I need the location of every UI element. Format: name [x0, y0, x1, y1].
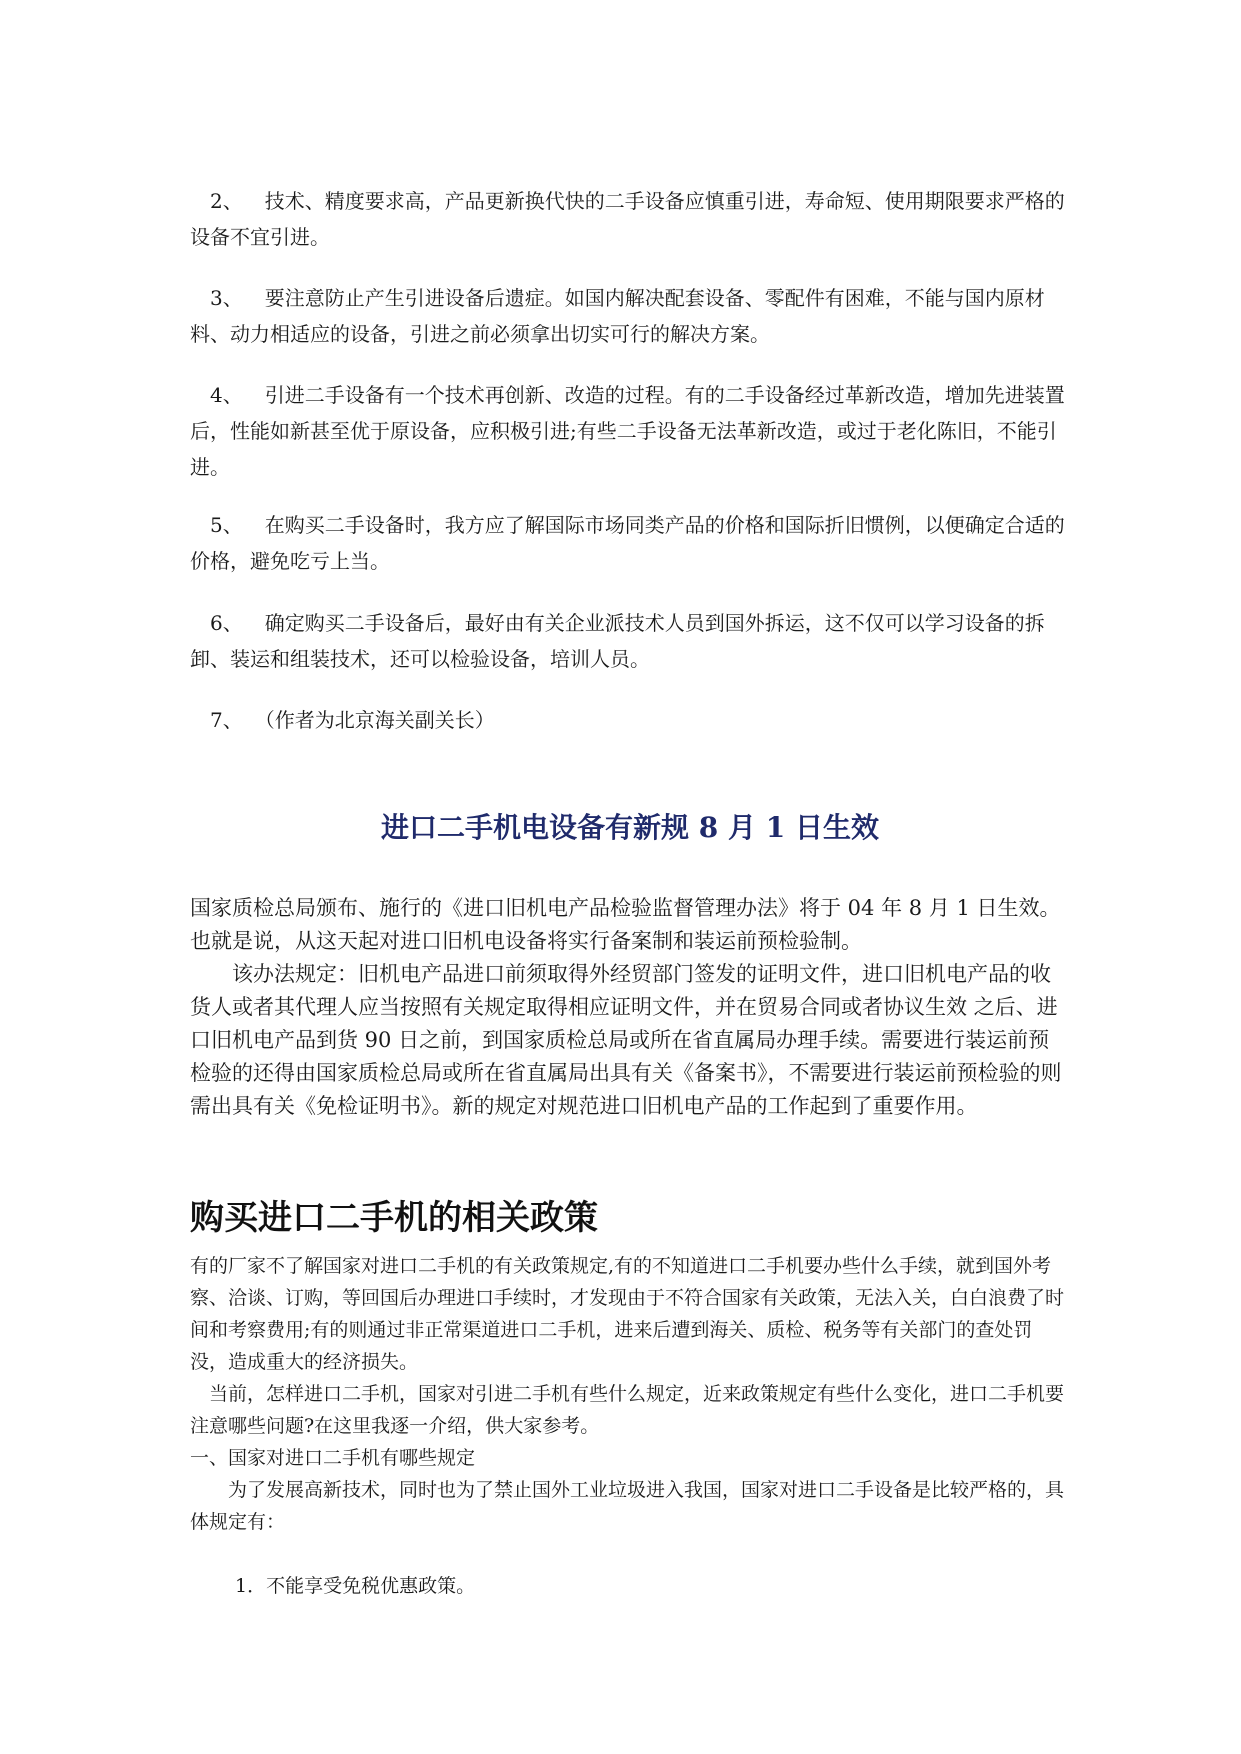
section-title: 进口二手机电设备有新规 8 月 1 日生效 [381, 811, 879, 844]
paragraph: 为了发展高新技术，同时也为了禁止国外工业垃圾进入我国，国家对进口二手设备是比较严格的，具体规定有： [190, 1479, 1065, 1533]
item-text: （作者为北京海关副关长） [264, 708, 495, 732]
list-item [190, 280, 1070, 352]
item-number: 4、 [210, 383, 243, 407]
list-item [190, 702, 1070, 738]
paragraph: 有的厂家不了解国家对进口二手机的有关政策规定,有的不知道进口二手机要办些什么手续，就到国外考察、洽谈、订购，等回国后办理进口手续时，才发现由于不符合国家有关政策，无法入关，白白浪费了时间和考察费用;有的则通过非正常渠道进口二手机，进来后遭到海关、质检、税务等有关部门的查处罚没，造成重大的经济损失。 [190, 1255, 1065, 1373]
item-text: 技术、精度要求高，产品更新换代快的二手设备应慎重引进，寿命短、使用期限要求严格的设备不宜引进。 [190, 189, 1065, 249]
paragraph: 国家质检总局颁布、施行的《进口旧机电产品检验监督管理办法》将于 04 年 8 月 1 日生效。也就是说，从这天起对进口旧机电设备将实行备案制和装运前预检验制。 [190, 896, 1061, 953]
list-item [190, 507, 1070, 579]
item-number: 5、 [210, 513, 243, 537]
item-text: 在购买二手设备时，我方应了解国际市场同类产品的价格和国际折旧惯例，以便确定合适的价格，避免吃亏上当。 [190, 513, 1065, 573]
item-number: 2、 [210, 189, 243, 213]
item-number: 7、 [210, 708, 243, 732]
item-number: 6、 [210, 611, 243, 635]
item-text: 确定购买二手设备后，最好由有关企业派技术人员到国外拆运，这不仅可以学习设备的拆卸、装运和组装技术，还可以检验设备，培训人员。 [190, 611, 1045, 671]
list-item: 1．不能享受免税优惠政策。 [235, 1575, 476, 1597]
paragraph: 该办法规定：旧机电产品进口前须取得外经贸部门签发的证明文件，进口旧机电产品的收货人或者其代理人应当按照有关规定取得相应证明文件，并在贸易合同或者协议生效 之后、进口旧机电产品到货 90 日之前，到国家质检总局或所在省直属局办理手续。需要进行装运前预检验的还得由国家质检总局或所在省直属局出具有关《备案书》，不需要进行装运前预检验的则需出具有关《免检证明书》。新的规定对规范进口旧机电产品的工作起到了重要作用。 [190, 962, 1062, 1118]
list-item [190, 605, 1070, 677]
subheading: 一、国家对进口二手机有哪些规定 [190, 1447, 476, 1469]
list-item [190, 377, 1070, 485]
list-item [190, 183, 1070, 255]
item-text: 要注意防止产生引进设备后遗症。如国内解决配套设备、零配件有困难，不能与国内原材料、动力相适应的设备，引进之前必须拿出切实可行的解决方案。 [190, 286, 1045, 346]
item-text: 引进二手设备有一个技术再创新、改造的过程。有的二手设备经过革新改造，增加先进装置后，性能如新甚至优于原设备，应积极引进;有些二手设备无法革新改造，或过于老化陈旧，不能引进。 [190, 383, 1065, 479]
paragraph: 当前，怎样进口二手机，国家对引进二手机有些什么规定，近来政策规定有些什么变化，进口二手机要注意哪些问题?在这里我逐一介绍，供大家参考。 [190, 1383, 1065, 1437]
section-heading: 购买进口二手机的相关政策 [190, 1198, 598, 1238]
item-number: 3、 [210, 286, 243, 310]
